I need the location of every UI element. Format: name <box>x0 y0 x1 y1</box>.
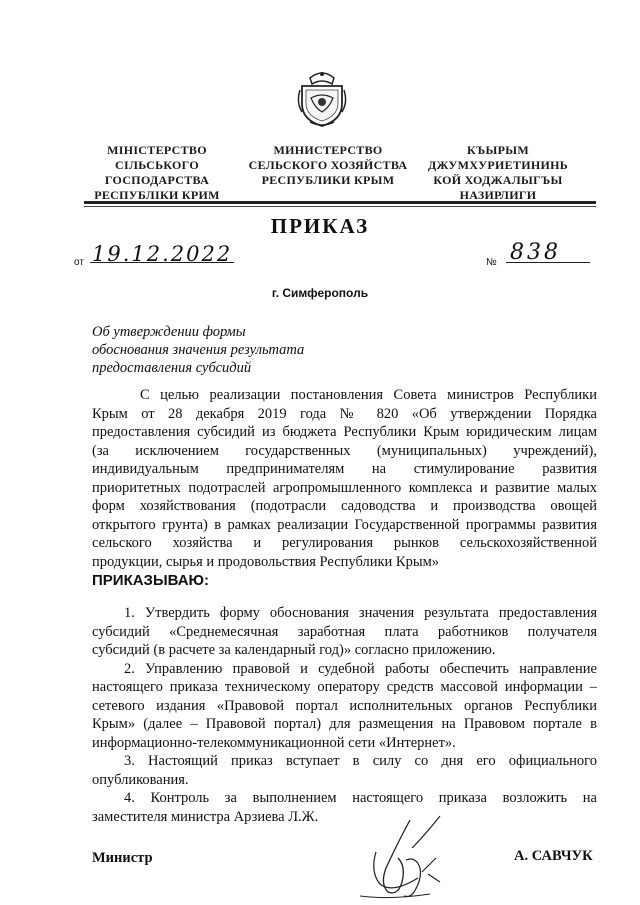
document-title: ПРИКАЗ <box>270 214 370 238</box>
preamble-line: продукции, сырья и продовольствия Республики Крым» <box>92 553 440 570</box>
preamble-line: индивидуальным предпринимателям на стимулирование развития <box>92 461 597 477</box>
subject-line: Об утверждении формы <box>92 324 246 340</box>
item-line: сетевого издания «Правовой портал исполнительных органов Республики <box>92 697 597 714</box>
handwritten-signature <box>340 812 470 902</box>
subject-line: предоставления субсидий <box>92 360 252 376</box>
order-item-1 <box>92 604 597 660</box>
header-line: НАЗИРЛИГИ <box>459 188 537 202</box>
item-line: 1. Утвердить форму обоснования значения результата предоставления <box>124 605 597 621</box>
signatory-name: А. САВЧУК <box>514 848 593 864</box>
preamble-line: открытого грунта) в рамках реализации Государственной программы развития <box>92 516 597 533</box>
header-line: РЕСПУБЛИКИ КРЫМ <box>261 173 395 187</box>
order-items <box>92 604 597 826</box>
header-divider-thin <box>84 206 596 207</box>
header-line: ДЖУМХУРИЕТИНИНЬ <box>428 158 568 172</box>
preamble <box>92 386 597 571</box>
city: г. Симферополь <box>271 286 369 300</box>
preamble-line: (за исключением государственных (муниципальных) учреждений), <box>92 442 597 459</box>
header-line: СЕЛЬСКОГО ХОЗЯЙСТВА <box>248 158 408 172</box>
header-line: МИНИСТЕРСТВО <box>273 143 383 157</box>
subject <box>92 323 304 377</box>
order-item-3 <box>92 752 597 789</box>
header-line: ГОСПОДАРСТВА <box>104 173 210 187</box>
preamble-line: сельского хозяйства и регулирования рынков сельскохозяйственной <box>92 535 597 551</box>
signatory-title: Министр <box>92 850 153 866</box>
order-item-2 <box>92 660 597 753</box>
number-label: № <box>486 257 497 268</box>
header-divider-thick <box>84 201 596 204</box>
item-line: информационно-телекоммуникационной сети «Интернет». <box>92 734 456 751</box>
item-line: 2. Управлению правовой и судебной работы обеспечить направление <box>124 660 597 677</box>
header-line: КОЙ ХОДЖАЛЫГЪЫ <box>433 173 563 187</box>
date-label: от <box>74 257 84 268</box>
date-value: 19.12.2022 <box>92 242 233 266</box>
header-line: СІЛЬСЬКОГО <box>115 158 199 172</box>
item-line: субсидий (в расчете за календарный год)» согласно приложению. <box>92 642 496 658</box>
preamble-line: предоставления субсидий из бюджета Республики Крым юридическим лицам <box>92 424 597 440</box>
number-value: 838 <box>510 240 561 265</box>
preamble-line: Крым от 28 декабря 2019 года № 820 «Об утверждении Порядка <box>92 405 597 422</box>
item-line: заместителя министра Арзиева Л.Ж. <box>92 808 319 825</box>
preamble-line: форм хозяйствования (подотрасли садоводства и производства овощей <box>92 498 597 514</box>
crimea-coat-of-arms-icon <box>296 68 348 130</box>
order-word: ПРИКАЗЫВАЮ: <box>92 572 210 589</box>
preamble-line: приоритетных подотраслей агропромышленного комплекса и развитие малых <box>92 479 597 496</box>
header-line: РЕСПУБЛІКИ КРИМ <box>94 188 220 202</box>
header-russian <box>238 143 418 188</box>
item-line: 3. Настоящий приказ вступает в силу со дня его официального <box>124 753 597 769</box>
header-crimean-tatar <box>418 143 578 203</box>
item-line: Крым» (далее – Правовой портал) для размещения на Правовом портале в <box>92 716 597 732</box>
header-ukrainian <box>82 143 232 203</box>
item-line: субсидий «Среднемесячная заработная плата работников получателя <box>92 623 597 640</box>
item-line: 4. Контроль за выполнением настоящего приказа возложить на <box>124 790 597 806</box>
subject-line: обоснования значения результата <box>92 342 305 358</box>
header-line: КЪЫРЫМ <box>467 143 529 157</box>
item-line: опубликования. <box>92 771 189 788</box>
preamble-line: С целью реализации постановления Совета министров Республики <box>140 387 597 403</box>
item-line: настоящего приказа техническому оператору средств массовой информации – <box>92 679 597 695</box>
header-line: МІНІСТЕРСТВО <box>107 143 207 157</box>
